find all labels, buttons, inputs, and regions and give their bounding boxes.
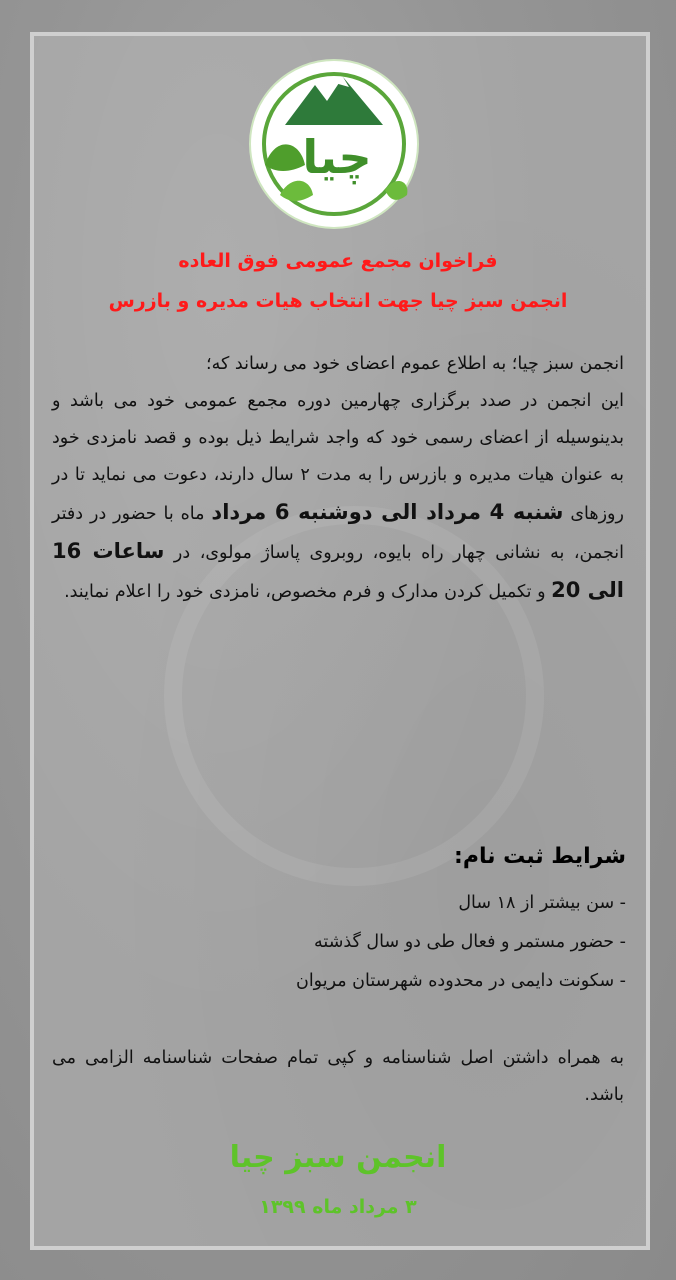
main-paragraph-part3: و تکمیل کردن مدارک و فرم مخصوص، نامزدی خود را اعلام نمایند. <box>64 582 546 602</box>
conditions-list <box>66 884 626 1001</box>
intro-paragraph: انجمن سبز چیا؛ به اطلاع عموم اعضای خود می رساند که؛ <box>206 354 624 374</box>
main-paragraph-part2: ماه با حضور در دفتر انجمن، به نشانی چهار راه بایوه، روبروی پاساژ مولوی، در <box>52 504 624 563</box>
main-paragraph <box>52 383 624 611</box>
registration-hours: ساعات 16 الی 20 <box>52 539 624 602</box>
documents-note: به همراه داشتن اصل شناسنامه و کپی تمام صفحات شناسنامه الزامی می باشد. <box>52 1048 624 1105</box>
signature: انجمن سبز چیا <box>229 1140 447 1175</box>
condition-item: - حضور مستمر و فعال طی دو سال گذشته <box>314 932 626 952</box>
condition-item: - سکونت دایمی در محدوده شهرستان مریوان <box>295 971 626 991</box>
heading-line1: فراخوان مجمع عمومی فوق العاده <box>178 250 498 272</box>
conditions-title: شرایط ثبت نام: <box>454 844 626 869</box>
chia-logo <box>245 55 423 233</box>
registration-days: شنبه 4 مرداد الی دوشنبه 6 مرداد <box>211 500 564 524</box>
heading-line2: انجمن سبز چیا جهت انتخاب هیات مدیره و بازرس <box>108 290 568 312</box>
condition-item: - سن بیشتر از ۱۸ سال <box>458 893 626 913</box>
main-paragraph-part1: این انجمن در صدد برگزاری چهارمین دوره مجمع عمومی خود می باشد و بدینوسیله از اعضای رسمی خود که واجد شرایط ذیل بوده و قصد نامزدی خود به عنوان هیات مدیره و بازرس را به مدت ۲ سال دارند، دعوت می نماید تا در روزهای <box>52 391 624 524</box>
logo-text: چیا <box>302 130 372 184</box>
date: ۳ مرداد ماه ۱۳۹۹ <box>259 1196 417 1218</box>
announcement-body <box>52 346 624 611</box>
